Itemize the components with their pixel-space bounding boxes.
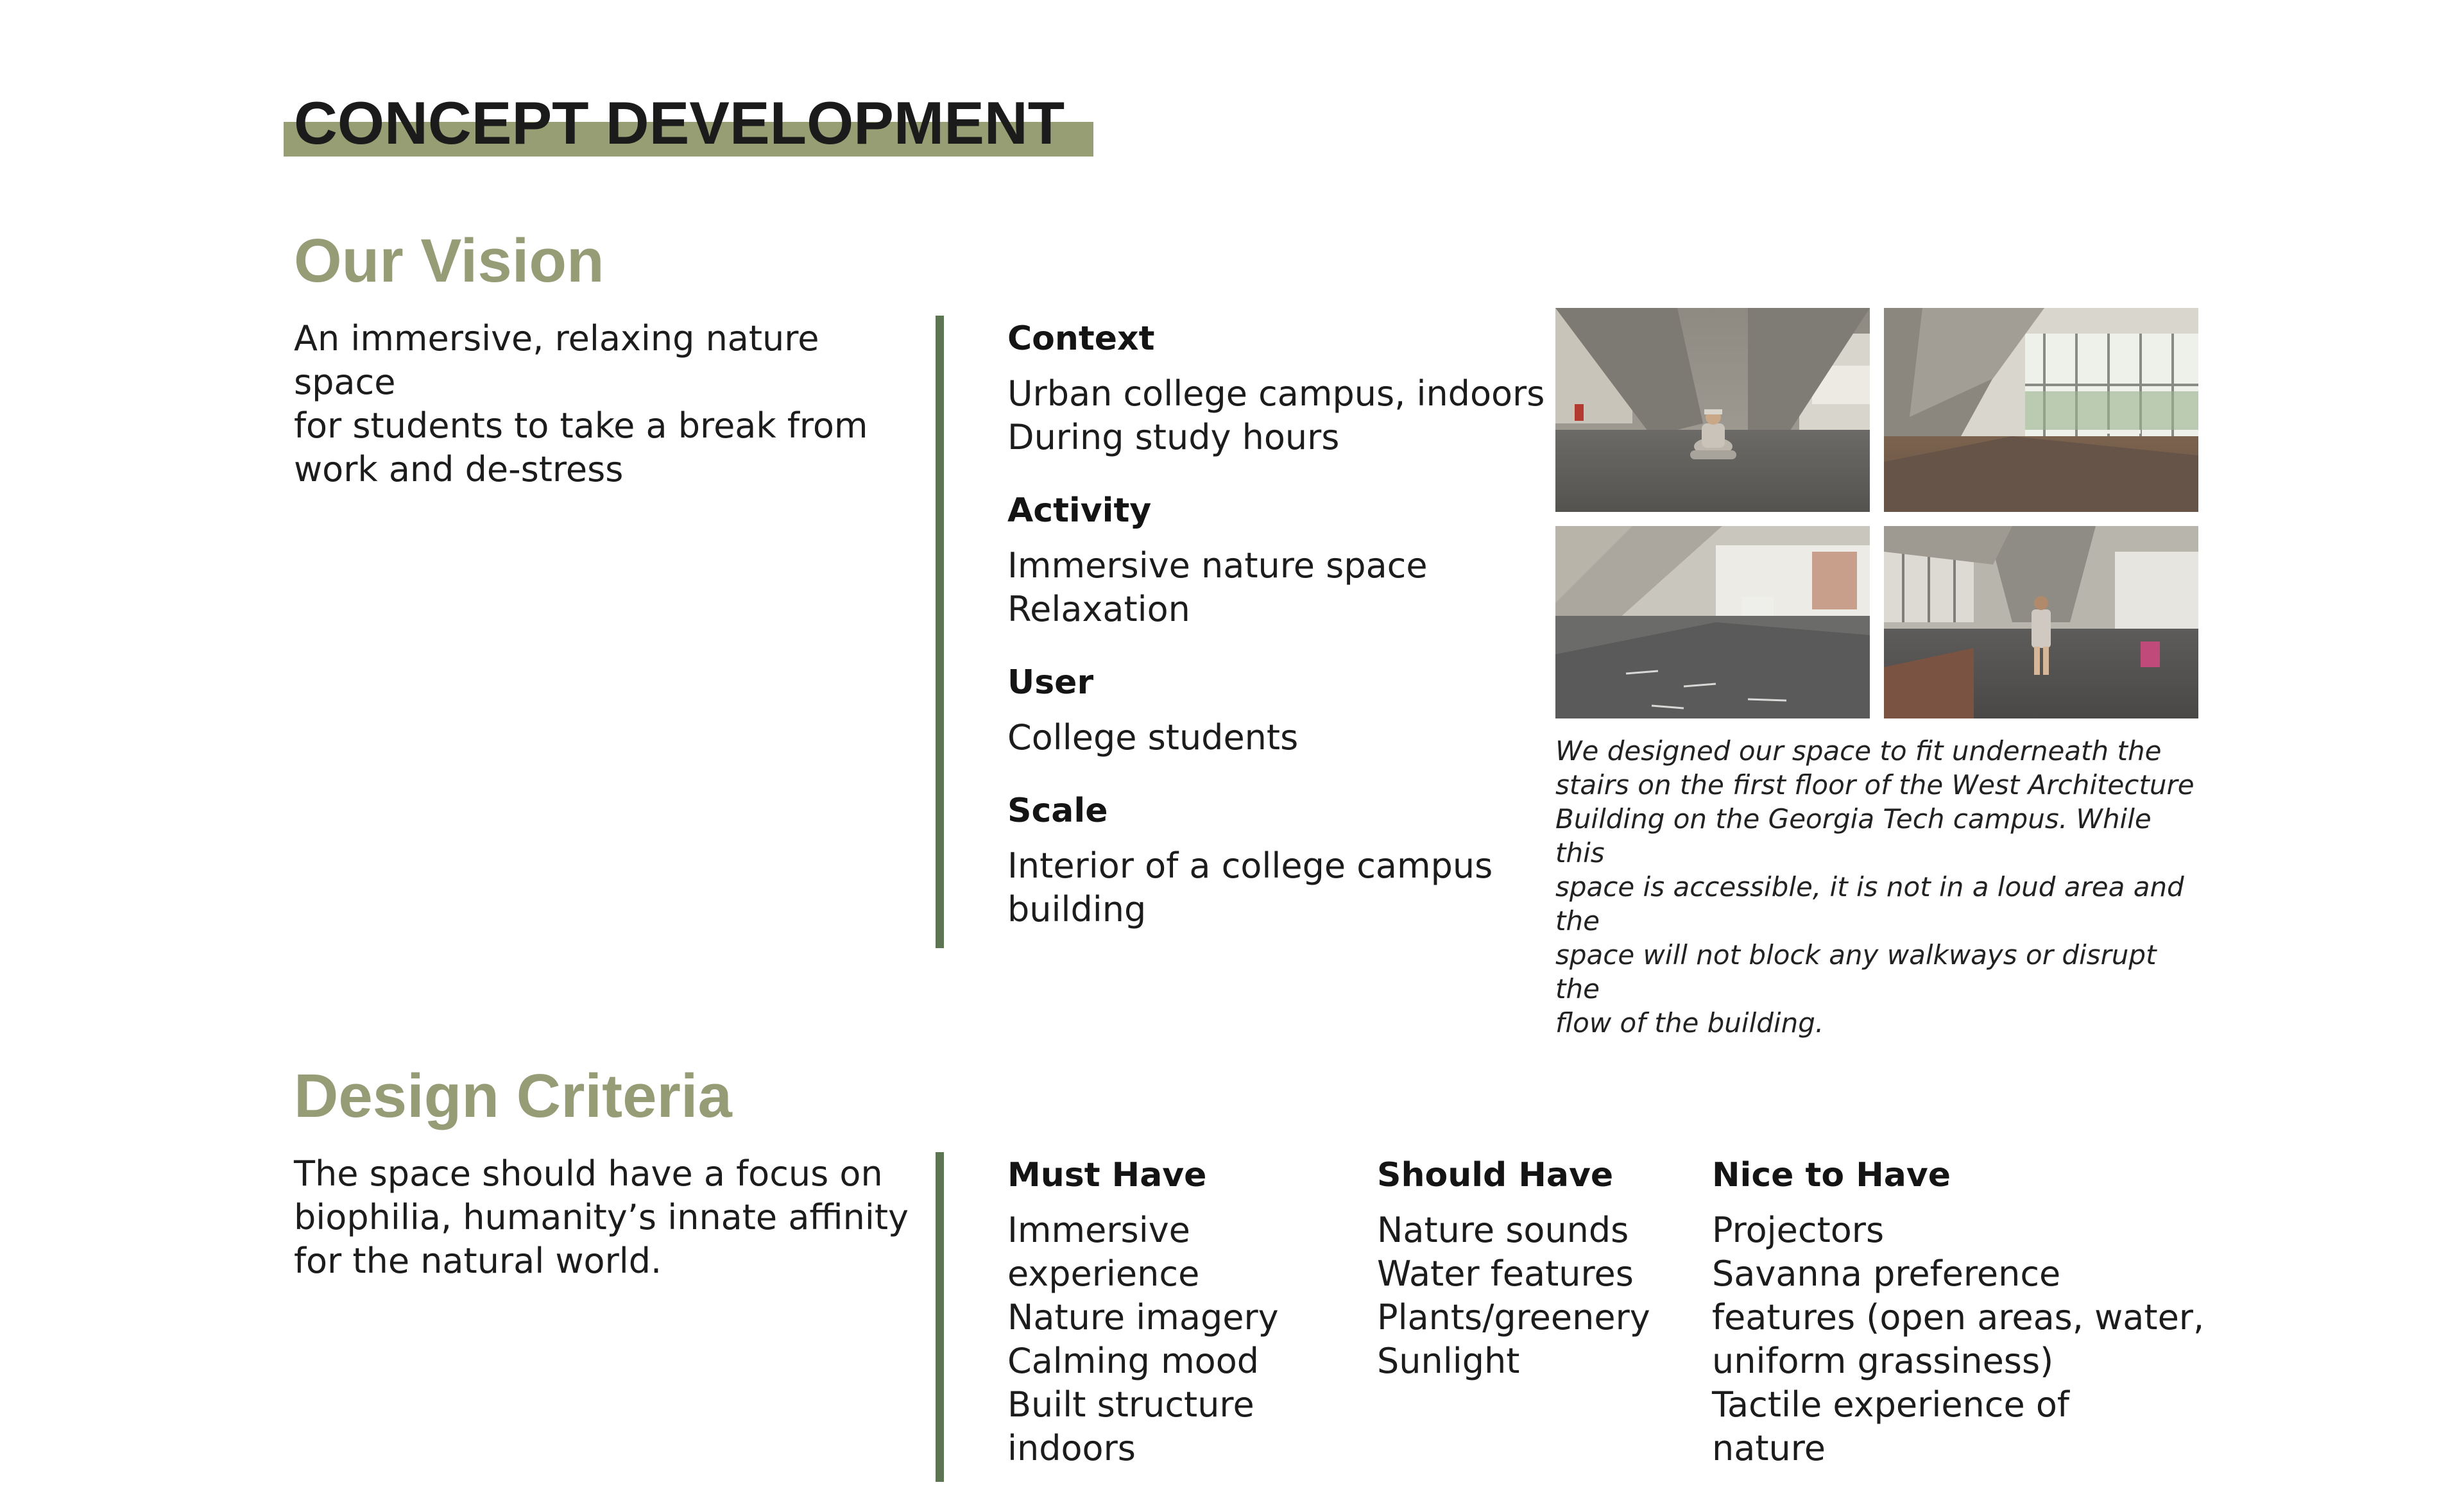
criteria-item: experience — [1007, 1253, 1200, 1294]
criteria-item: Sunlight — [1377, 1341, 1520, 1381]
criteria-item: Plants/greenery — [1377, 1297, 1650, 1338]
criteria-item: features (open areas, water, — [1712, 1297, 2205, 1338]
criteria-item: Nature imagery — [1007, 1297, 1279, 1338]
detail-line: Immersive nature space — [1007, 545, 1428, 586]
page-title-block — [284, 90, 1093, 157]
criteria-item: Water features — [1377, 1253, 1634, 1294]
caption-line: stairs on the first floor of the West Architecture — [1555, 769, 2194, 801]
site-photo-seated-student — [1555, 308, 1870, 512]
detail-line: Urban college campus, indoors — [1007, 373, 1545, 414]
criteria-item: Calming mood — [1007, 1341, 1260, 1381]
detail-activity — [1007, 486, 1559, 631]
detail-label: Scale — [1007, 792, 1108, 830]
caption-line: space is accessible, it is not in a loud area and the — [1555, 871, 2184, 937]
site-photo-standing-student — [1884, 526, 2198, 718]
criteria-item: indoors — [1007, 1428, 1136, 1468]
caption-line: Building on the Georgia Tech campus. While this — [1555, 803, 2152, 869]
criteria-item: nature — [1712, 1428, 1826, 1468]
criteria-must-have — [1007, 1151, 1354, 1470]
vision-heading: Our Vision — [294, 226, 604, 295]
detail-label: Context — [1007, 319, 1155, 358]
criteria-label: Should Have — [1377, 1156, 1614, 1194]
criteria-item: uniform grassiness) — [1712, 1341, 2054, 1381]
site-photo-grid — [1555, 308, 2198, 718]
detail-line: Relaxation — [1007, 589, 1190, 629]
site-caption — [1555, 734, 2203, 1040]
detail-line: Interior of a college campus — [1007, 845, 1493, 886]
criteria-intro-line: The space should have a focus on — [294, 1153, 883, 1194]
caption-line: space will not block any walkways or disrupt the — [1555, 939, 2157, 1005]
page-title: CONCEPT DEVELOPMENT — [294, 89, 1065, 157]
criteria-item: Immersive — [1007, 1210, 1190, 1250]
criteria-item: Savanna preference — [1712, 1253, 2061, 1294]
detail-user — [1007, 658, 1559, 760]
detail-line: building — [1007, 889, 1147, 930]
criteria-item: Nature sounds — [1377, 1210, 1629, 1250]
detail-label: Activity — [1007, 491, 1152, 530]
detail-line: During study hours — [1007, 417, 1340, 457]
criteria-label: Must Have — [1007, 1156, 1207, 1194]
criteria-label: Nice to Have — [1712, 1156, 1951, 1194]
caption-line: We designed our space to fit underneath the — [1555, 735, 2162, 767]
criteria-intro — [294, 1152, 910, 1283]
vision-intro — [294, 317, 910, 491]
criteria-nice-to-have — [1712, 1151, 2205, 1470]
criteria-intro-line: for the natural world. — [294, 1241, 662, 1281]
site-photo-floor-area — [1555, 526, 1870, 718]
vision-intro-line: An immersive, relaxing nature space — [294, 318, 819, 402]
criteria-intro-line: biophilia, humanity’s innate affinity — [294, 1197, 909, 1237]
vision-details — [1007, 314, 1559, 958]
vision-intro-line: work and de-stress — [294, 449, 624, 489]
criteria-heading: Design Criteria — [294, 1062, 732, 1130]
criteria-divider — [936, 1152, 944, 1482]
criteria-item: Projectors — [1712, 1210, 1885, 1250]
detail-label: User — [1007, 663, 1094, 702]
detail-scale — [1007, 786, 1559, 931]
site-photo-staircase — [1884, 308, 2198, 512]
vision-divider — [936, 316, 944, 948]
detail-line: College students — [1007, 717, 1299, 758]
detail-context — [1007, 314, 1559, 459]
criteria-should-have — [1377, 1151, 1698, 1383]
caption-line: flow of the building. — [1555, 1007, 1824, 1039]
vision-intro-line: for students to take a break from — [294, 405, 868, 446]
criteria-item: Tactile experience of — [1712, 1384, 2069, 1425]
criteria-item: Built structure — [1007, 1384, 1254, 1425]
